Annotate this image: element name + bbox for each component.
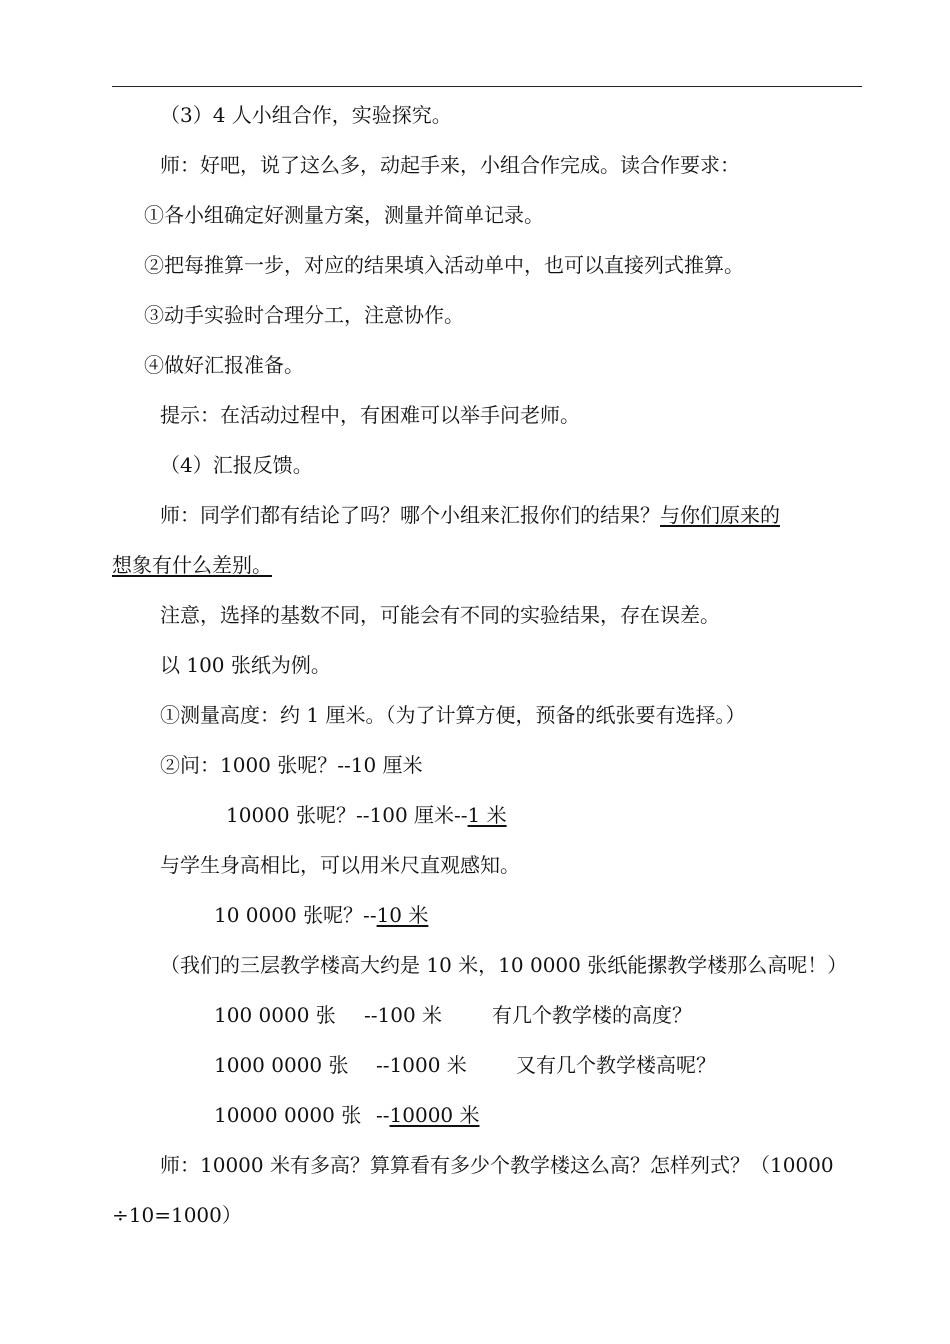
teacher-question-underlined-cont: 想象有什么差别。	[112, 553, 272, 577]
header-rule	[112, 86, 862, 87]
note-line: 注意，选择的基数不同，可能会有不同的实验结果，存在误差。	[160, 603, 720, 627]
question-100000-line	[214, 902, 428, 928]
row-100000000-dash: --	[376, 1103, 390, 1127]
row-100000000-height: 10000 米	[389, 1103, 480, 1127]
section-3-heading: （3）4 人小组合作，实验探究。	[160, 103, 452, 127]
final-question-cont: ÷10=1000）	[112, 1203, 242, 1227]
row-10000000-count: 1000 0000 张	[214, 1053, 349, 1077]
question-10000-answer: 1 米	[467, 803, 507, 827]
row-10000000-question: 又有几个教学楼高呢？	[516, 1053, 716, 1077]
teacher-question-underlined: 与你们原来的	[660, 503, 780, 527]
row-1000000	[214, 1002, 692, 1028]
requirement-4: ④做好汇报准备。	[144, 353, 304, 377]
question-1000-line: ②问：1000 张呢？--10 厘米	[160, 753, 423, 777]
requirement-3: ③动手实验时合理分工，注意协作。	[144, 303, 464, 327]
row-1000000-count: 100 0000 张	[214, 1003, 336, 1027]
final-question-line: 师：10000 米有多高？算算看有多少个教学楼这么高？怎样列式？（10000	[160, 1153, 834, 1177]
row-10000000-height: --1000 米	[376, 1053, 467, 1077]
row-1000000-height: --100 米	[364, 1003, 443, 1027]
paragraph-teacher-question	[160, 502, 780, 528]
row-100000000-count: 10000 0000 张	[214, 1103, 362, 1127]
paragraph-teacher-question-cont	[112, 552, 272, 578]
teacher-question-text: 师：同学们都有结论了吗？哪个小组来汇报你们的结果？	[160, 503, 660, 527]
row-10000000	[214, 1052, 716, 1078]
paragraph-teacher-intro: 师：好吧，说了这么多，动起手来，小组合作完成。读合作要求：	[160, 153, 740, 177]
requirement-2: ②把每推算一步，对应的结果填入活动单中，也可以直接列式推算。	[144, 253, 744, 277]
compare-height-line: 与学生身高相比，可以用米尺直观感知。	[160, 853, 520, 877]
question-100000-answer: 10 米	[376, 903, 429, 927]
question-10000-text: 10000 张呢？--100 厘米--	[226, 803, 468, 827]
row-1000000-question: 有几个教学楼的高度？	[492, 1003, 692, 1027]
section-4-heading: （4）汇报反馈。	[160, 453, 313, 477]
row-100000000	[214, 1102, 480, 1128]
question-100000-text: 10 0000 张呢？--	[214, 903, 377, 927]
question-10000-line	[226, 802, 507, 828]
requirement-1: ①各小组确定好测量方案，测量并简单记录。	[144, 203, 544, 227]
building-note-line: （我们的三层教学楼高大约是 10 米，10 0000 张纸能摞教学楼那么高呢！）	[160, 953, 848, 977]
hint-line: 提示：在活动过程中，有困难可以举手问老师。	[160, 403, 580, 427]
measure-height-line: ①测量高度：约 1 厘米。（为了计算方便，预备的纸张要有选择。）	[160, 703, 746, 727]
example-line: 以 100 张纸为例。	[160, 653, 331, 677]
